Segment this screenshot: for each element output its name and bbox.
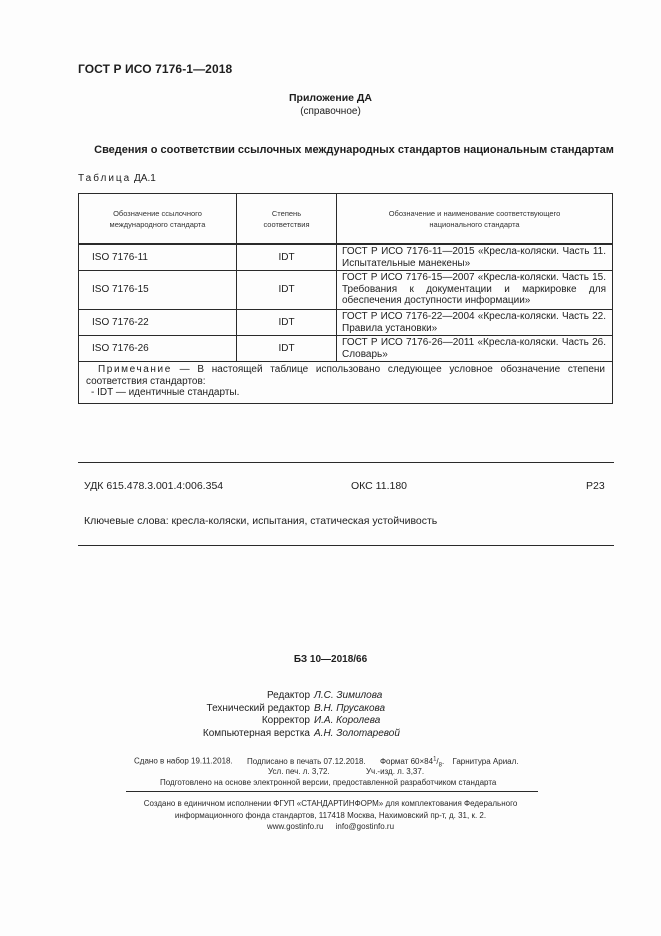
intl-standard-cell: ISO 7176-15 bbox=[79, 271, 237, 310]
format: Формат $60\times 84^1/_8$. bbox=[379, 756, 445, 769]
annex-title: Приложение ДА bbox=[289, 92, 372, 104]
divider bbox=[126, 791, 538, 792]
credit-role: Компьютерная верстка bbox=[202, 727, 310, 739]
oks-code: ОКС 11.180 bbox=[351, 480, 408, 492]
publisher-line: Создано в единичном исполнении ФГУП «СТАНДАРТИНФОРМ» для комплектования Федерального bbox=[143, 799, 518, 808]
credit-line bbox=[48, 690, 460, 703]
edition-sheets: Уч.-изд. л. 3,37. bbox=[365, 767, 425, 776]
sheets-info bbox=[268, 766, 424, 777]
header-degree: Степень соответствия bbox=[237, 194, 337, 245]
degree-cell: IDT bbox=[237, 271, 337, 310]
email-link[interactable]: info@gostinfo.ru bbox=[335, 822, 395, 831]
national-standard-cell: ГОСТ Р ИСО 7176-26—2011 «Кресла-коляски. Часть 26. Словарь» bbox=[337, 336, 613, 362]
document-code: ГОСТ Р ИСО 7176-1—2018 bbox=[78, 62, 233, 76]
udc-code: УДК 615.478.3.001.4:006.354 bbox=[84, 480, 224, 492]
credit-name: И.А. Королева bbox=[314, 715, 381, 726]
credit-line bbox=[48, 715, 460, 728]
credit-role: Редактор bbox=[266, 690, 310, 701]
intl-standard-cell: ISO 7176-22 bbox=[79, 310, 237, 336]
note-text: — В настоящей таблице использовано следующее условное обозначение степени соответствия стандартов: bbox=[86, 364, 605, 387]
header-intl-standard: Обозначение ссылочного международного стандарта bbox=[79, 194, 237, 245]
bz-number: БЗ 10—2018/66 bbox=[293, 654, 368, 665]
national-standard-cell: ГОСТ Р ИСО 7176-22—2004 «Кресла-коляски. Часть 22. Правила установки» bbox=[337, 310, 613, 336]
classification-code: Р23 bbox=[586, 480, 605, 492]
website-link[interactable]: www.gostinfo.ru bbox=[266, 822, 324, 831]
credit-role: Корректор bbox=[261, 715, 310, 726]
table-row bbox=[79, 336, 613, 362]
table-row bbox=[79, 271, 613, 310]
divider bbox=[78, 545, 614, 546]
table-row bbox=[79, 244, 613, 271]
header-national-standard: Обозначение и наименование соответствующего национального стандарта bbox=[337, 194, 613, 245]
publisher-line: информационного фонда стандартов, 117418 Москва, Нахимовский пр-т, д. 31, к. 2. bbox=[174, 810, 487, 820]
credit-line bbox=[48, 728, 460, 741]
intl-standard-cell: ISO 7176-11 bbox=[79, 244, 237, 271]
degree-cell: IDT bbox=[237, 336, 337, 362]
table-label-number: ДА.1 bbox=[131, 173, 156, 184]
credit-role: Технический редактор bbox=[206, 702, 310, 714]
credit-line bbox=[48, 703, 460, 716]
divider bbox=[78, 462, 614, 463]
table-label bbox=[78, 173, 156, 184]
credit-name: Л.С. Зимилова bbox=[314, 690, 383, 701]
degree-cell: IDT bbox=[237, 310, 337, 336]
publisher-info bbox=[0, 798, 661, 833]
sign-date: Подписано в печать 07.12.2018. bbox=[246, 756, 366, 766]
note-item: - IDT — идентичные стандарты. bbox=[91, 387, 240, 398]
annex-subtitle: (справочное) bbox=[300, 106, 361, 117]
national-standard-cell: ГОСТ Р ИСО 7176-15—2007 «Кресла-коляски. Часть 15. Требования к документации и маркировке для обеспечения доступности информации» bbox=[337, 271, 613, 310]
publisher-contacts bbox=[0, 821, 661, 833]
print-sheets: Усл. печ. л. 3,72. bbox=[268, 767, 330, 776]
table-note bbox=[79, 362, 613, 404]
intl-standard-cell: ISO 7176-26 bbox=[79, 336, 237, 362]
font-info: Гарнитура Ариал. bbox=[452, 756, 519, 766]
table-note-row bbox=[79, 362, 613, 404]
credit-name: В.Н. Прусакова bbox=[314, 702, 386, 714]
note-label: Примечание bbox=[98, 364, 172, 375]
section-title: Сведения о соответствии ссылочных международных стандартов национальным стандартам bbox=[94, 144, 614, 156]
national-standard-cell: ГОСТ Р ИСО 7176-11—2015 «Кресла-коляски. Часть 11. Испытательные манекены» bbox=[337, 244, 613, 271]
correspondence-table bbox=[78, 193, 613, 404]
set-date: Сдано в набор 19.11.2018. bbox=[134, 756, 233, 766]
degree-cell: IDT bbox=[237, 244, 337, 271]
table-header-row bbox=[79, 194, 613, 245]
credits bbox=[48, 690, 460, 740]
keywords: Ключевые слова: кресла-коляски, испытания, статическая устойчивость bbox=[84, 515, 438, 527]
credit-name: А.Н. Золотаревой bbox=[314, 727, 400, 739]
table-label-word: Таблица bbox=[78, 173, 132, 184]
prepared-note: Подготовлено на основе электронной версии, предоставленной разработчиком стандарта bbox=[160, 778, 497, 787]
table-row bbox=[79, 310, 613, 336]
